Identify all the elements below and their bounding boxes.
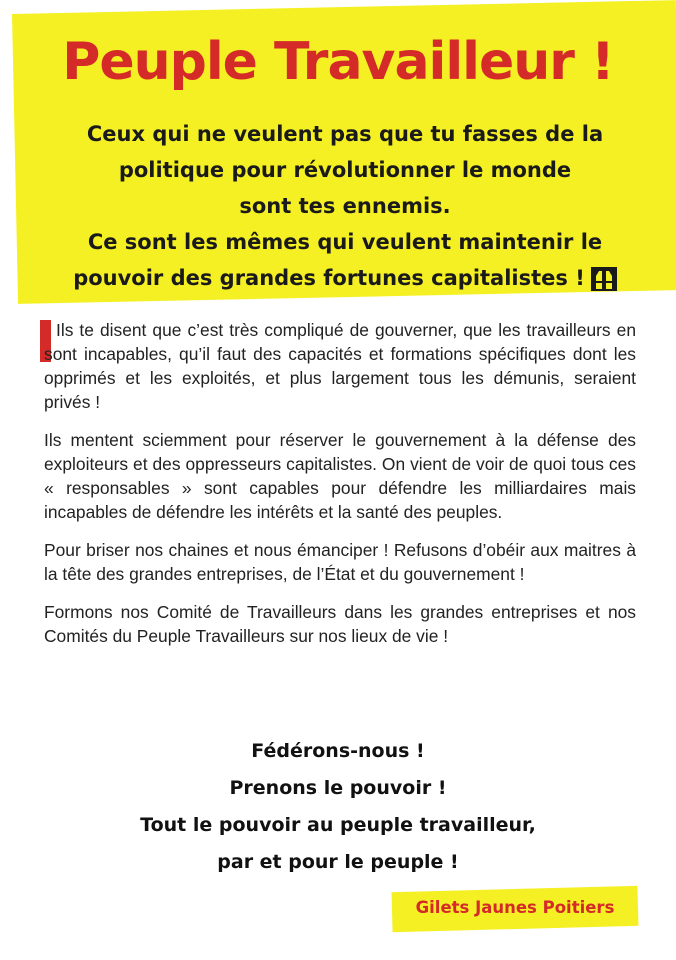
paragraph: Ils te disent que c’est très compliqué de gouverner, que les travailleurs en sont incapables, qu’il faut des capacités et formations spécifiques dont les opprimés et les exploités, et plus largement tous les démunis, seraient privés ! <box>44 320 636 412</box>
subtitle-block <box>40 116 650 296</box>
page-title: Peuple Travailleur ! <box>62 32 614 92</box>
slogan: Fédérons-nous ! <box>251 740 425 762</box>
signature: Gilets Jaunes Poitiers <box>415 898 615 917</box>
slogan: par et pour le peuple ! <box>217 851 459 873</box>
paragraph: Ils mentent sciemment pour réserver le gouvernement à la défense des exploiteurs et des oppresseurs capitalistes. On vient de voir de quoi tous ces « responsables » sont capables pour défendre les milliardaires mais incapables de défendre les intérêts et la santé des peuples. <box>44 430 636 522</box>
subtitle-line: politique pour révolutionner le monde <box>118 158 572 182</box>
paragraph: Pour briser nos chaines et nous émanciper ! Refusons d’obéir aux maitres à la tête des grandes entreprises, de l’État et du gouvernement ! <box>44 540 636 584</box>
yellow-vest-icon <box>591 267 617 291</box>
subtitle-line: Ce sont les mêmes qui veulent maintenir le <box>87 230 603 254</box>
subtitle-line: Ceux qui ne veulent pas que tu fasses de la <box>86 122 604 146</box>
subtitle-line: sont tes ennemis. <box>239 194 451 218</box>
paragraph: Formons nos Comité de Travailleurs dans les grandes entreprises et nos Comités du Peuple Travailleurs sur nos lieux de vie ! <box>44 602 636 646</box>
slogan: Tout le pouvoir au peuple travailleur, <box>140 814 536 836</box>
subtitle-line-text: pouvoir des grandes fortunes capitalistes ! <box>73 266 585 290</box>
body-text <box>44 318 636 662</box>
slogan: Prenons le pouvoir ! <box>229 777 447 799</box>
slogans-block <box>0 733 676 881</box>
subtitle-line-last <box>40 260 650 296</box>
